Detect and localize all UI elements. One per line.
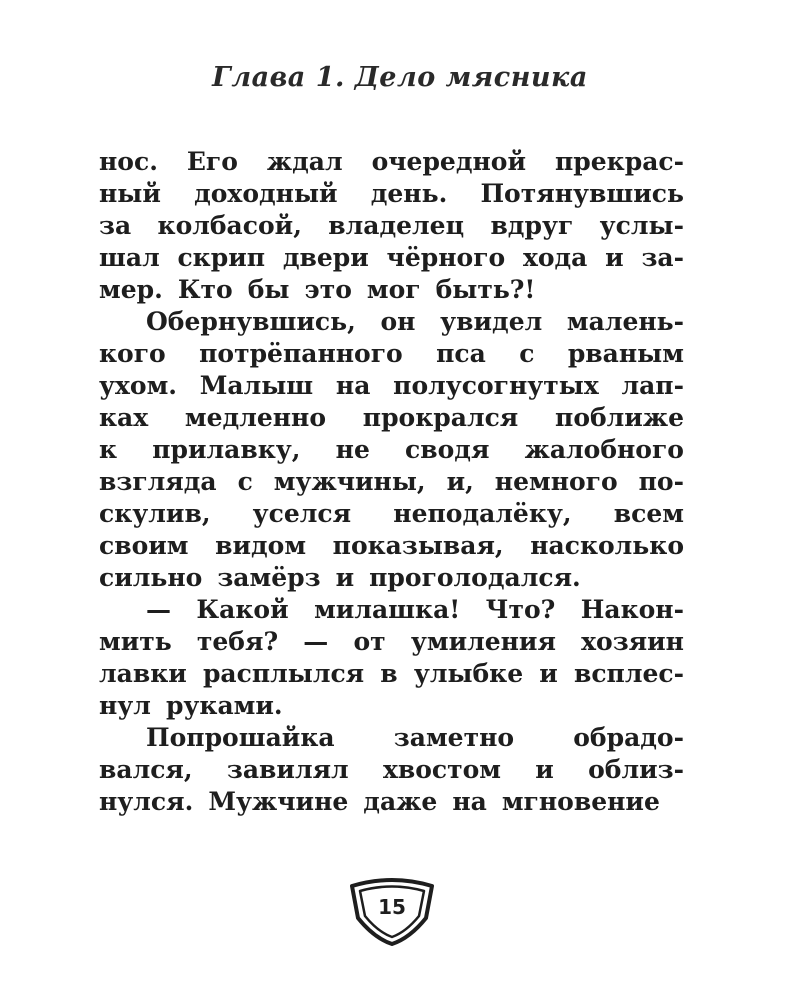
text-line: нул руками. [99, 691, 283, 720]
text-line: кого потрёпанного пса с рваным [99, 339, 684, 368]
text-line: к прилавку, не сводя жалобного [99, 435, 684, 464]
text-line: нос. Его ждал очередной прекрас- [99, 147, 684, 176]
text-line: взгляда с мужчины, и, немного по- [99, 467, 684, 496]
text-line: мер. Кто бы это мог быть?! [99, 275, 536, 304]
text-line: своим видом показывая, насколько [99, 531, 684, 560]
text-line: нулся. Мужчине даже на мгновение [99, 787, 660, 816]
page-number: 15 [378, 895, 406, 919]
text-line: вался, завилял хвостом и облиз- [99, 755, 684, 784]
text-line: шал скрип двери чёрного хода и за- [99, 243, 684, 272]
text-line: Обернувшись, он увидел малень- [146, 307, 684, 336]
text-line: скулив, уселся неподалёку, всем [99, 499, 684, 528]
text-line: мить тебя? — от умиления хозяин [99, 627, 684, 656]
body-text [99, 146, 684, 818]
text-line: сильно замёрз и проголодался. [99, 563, 581, 592]
text-line: ный доходный день. Потянувшись [99, 179, 684, 208]
text-line: лавки расплылся в улыбке и всплес- [99, 659, 684, 688]
chapter-title: Глава 1. Дело мясника [212, 62, 588, 93]
text-line: за колбасой, владелец вдруг услы- [99, 211, 684, 240]
text-line: Попрошайка заметно обрадо- [146, 723, 684, 752]
text-line: ухом. Малыш на полусогнутых лап- [99, 371, 684, 400]
text-line: — Какой милашка! Что? Након- [146, 595, 684, 624]
page-number-badge [348, 876, 436, 946]
text-line: ках медленно прокрался поближе [99, 403, 684, 432]
